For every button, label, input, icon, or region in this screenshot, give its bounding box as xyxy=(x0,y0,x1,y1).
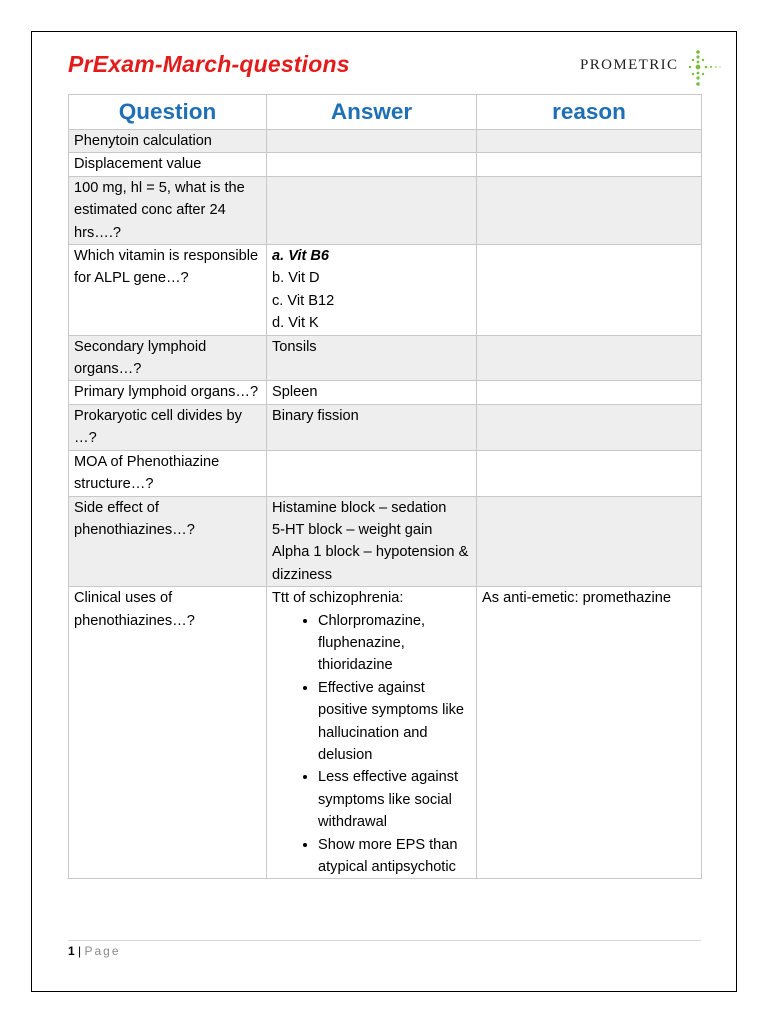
answer-cell xyxy=(267,153,477,176)
answer-line: Alpha 1 block – hypotension & dizziness xyxy=(272,544,469,583)
list-item: • Less effective against symptoms like social withdrawal xyxy=(318,766,471,833)
question-cell: Secondary lymphoid organs…? xyxy=(69,335,267,381)
answer-cell xyxy=(267,496,477,587)
starburst-icon xyxy=(686,46,726,90)
answer-line: Histamine block – sedation xyxy=(272,499,447,516)
question-cell: Prokaryotic cell divides by …? xyxy=(69,404,267,450)
question-cell: Phenytoin calculation xyxy=(69,130,267,153)
reason-cell xyxy=(477,404,702,450)
answer-option: c. Vit B12 xyxy=(272,292,335,309)
table-row xyxy=(69,335,702,381)
page-footer xyxy=(68,944,121,958)
table-row xyxy=(69,153,702,176)
question-cell: Primary lymphoid organs…? xyxy=(69,381,267,404)
answer-cell xyxy=(267,587,477,879)
answer-line: 5-HT block – weight gain xyxy=(272,521,433,538)
qa-table xyxy=(68,94,702,879)
answer-cell xyxy=(267,176,477,244)
reason-cell xyxy=(477,381,702,404)
list-item: • Chlorpromazine, fluphenazine, thioridazine xyxy=(318,610,471,677)
table-row xyxy=(69,130,702,153)
footer-divider xyxy=(68,940,701,941)
table-row xyxy=(69,381,702,404)
page-separator: | xyxy=(78,944,82,958)
question-cell: Which vitamin is responsible for ALPL gene…? xyxy=(69,245,267,336)
question-cell: Side effect of phenothiazines…? xyxy=(69,496,267,587)
answer-option: b. Vit D xyxy=(272,270,320,287)
reason-cell xyxy=(477,153,702,176)
document-title: PrExam-March-questions xyxy=(68,51,350,77)
answer-cell xyxy=(267,130,477,153)
reason-cell xyxy=(477,450,702,496)
reason-cell xyxy=(477,335,702,381)
reason-cell xyxy=(477,176,702,244)
reason-cell: As anti-emetic: promethazine xyxy=(477,587,702,879)
answer-cell: Binary fission xyxy=(267,404,477,450)
answer-option: d. Vit K xyxy=(272,315,319,332)
table-row xyxy=(69,245,702,336)
answer-cell xyxy=(267,245,477,336)
header-question: Question xyxy=(69,95,267,130)
answer-bullet-list xyxy=(272,610,471,879)
page-label: Page xyxy=(84,944,121,958)
page-number: 1 xyxy=(68,944,75,958)
question-cell: Displacement value xyxy=(69,153,267,176)
answer-cell: Spleen xyxy=(267,381,477,404)
reason-cell xyxy=(477,496,702,587)
table-row xyxy=(69,176,702,244)
header-answer: Answer xyxy=(267,95,477,130)
reason-cell xyxy=(477,130,702,153)
table-row xyxy=(69,587,702,879)
table-row xyxy=(69,404,702,450)
answer-cell: Tonsils xyxy=(267,335,477,381)
list-item: • Show more EPS than atypical antipsychotic xyxy=(318,834,471,879)
table-row xyxy=(69,496,702,587)
question-cell: 100 mg, hl = 5, what is the estimated conc after 24 hrs….? xyxy=(69,176,267,244)
list-item: • Effective against positive symptoms like hallucination and delusion xyxy=(318,677,471,767)
answer-intro: Ttt of schizophrenia: xyxy=(272,590,404,607)
answer-option-correct: a. Vit B6 xyxy=(272,248,330,265)
brand-name: PROMETRIC xyxy=(580,57,679,73)
header-row xyxy=(69,95,702,130)
header-reason: reason xyxy=(477,95,702,130)
answer-cell xyxy=(267,450,477,496)
table-row xyxy=(69,450,702,496)
reason-cell xyxy=(477,245,702,336)
question-cell: MOA of Phenothiazine structure…? xyxy=(69,450,267,496)
question-cell: Clinical uses of phenothiazines…? xyxy=(69,587,267,879)
